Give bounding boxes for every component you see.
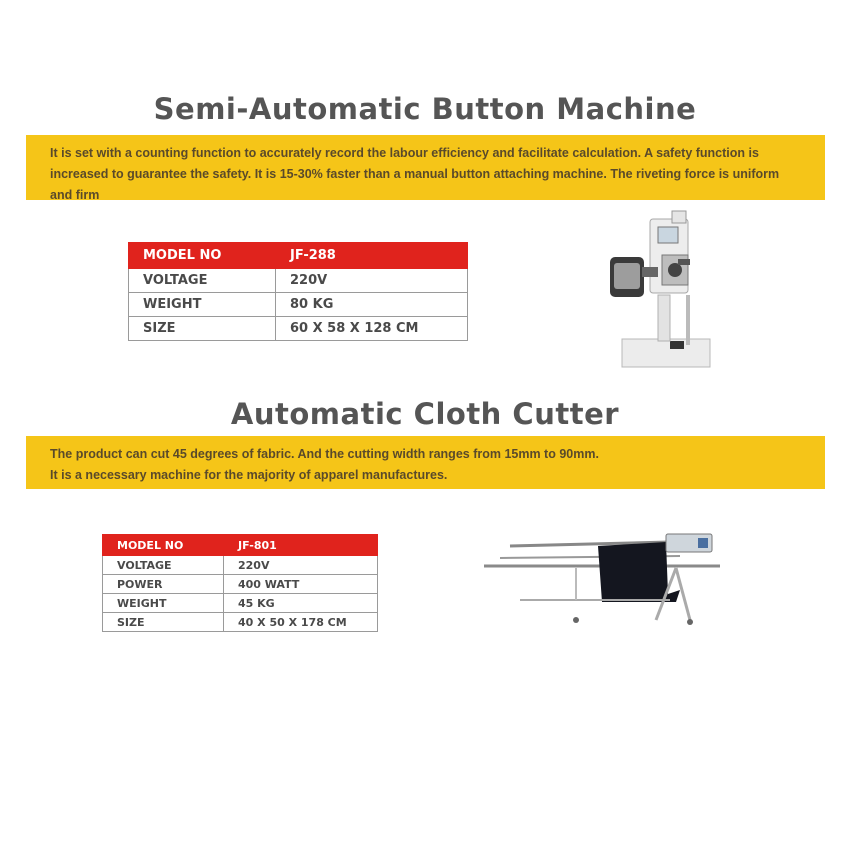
spec-value: 60 X 58 X 128 CM <box>276 317 468 341</box>
spec-row-weight <box>103 594 378 613</box>
spec-value: 220V <box>224 556 378 575</box>
button-machine-spec-table <box>128 242 468 341</box>
section2-title: Automatic Cloth Cutter <box>230 397 620 431</box>
spec-label: VOLTAGE <box>103 556 224 575</box>
button-machine-image <box>600 205 730 375</box>
spec-row-weight <box>129 293 468 317</box>
spec-label: SIZE <box>103 613 224 632</box>
cloth-cutter-image <box>480 528 740 628</box>
spec-value: 40 X 50 X 178 CM <box>224 613 378 632</box>
spec-label: WEIGHT <box>103 594 224 613</box>
spec-value: JF-288 <box>276 243 468 269</box>
spec-row-voltage <box>129 269 468 293</box>
spec-value: 400 WATT <box>224 575 378 594</box>
section2-description-line2: It is a necessary machine for the majority of apparel manufactures. <box>50 468 448 482</box>
section2-description-line1: The product can cut 45 degrees of fabric. And the cutting width ranges from 15mm to 90mm. <box>50 447 599 461</box>
spec-label: POWER <box>103 575 224 594</box>
spec-row-size <box>103 613 378 632</box>
spec-label: VOLTAGE <box>129 269 276 293</box>
section2-description-band <box>26 436 825 489</box>
cloth-cutter-spec-table <box>102 534 378 632</box>
spec-row-model <box>129 243 468 269</box>
spec-row-size <box>129 317 468 341</box>
spec-value: JF-801 <box>224 535 378 556</box>
spec-row-power <box>103 575 378 594</box>
spec-label: SIZE <box>129 317 276 341</box>
spec-label: MODEL NO <box>129 243 276 269</box>
section1-title: Semi-Automatic Button Machine <box>153 92 697 126</box>
spec-value: 220V <box>276 269 468 293</box>
spec-label: MODEL NO <box>103 535 224 556</box>
spec-value: 80 KG <box>276 293 468 317</box>
spec-label: WEIGHT <box>129 293 276 317</box>
spec-row-model <box>103 535 378 556</box>
section1-description-band <box>26 135 825 200</box>
spec-value: 45 KG <box>224 594 378 613</box>
section1-description: It is set with a counting function to accurately record the labour efficiency and facilitate calculation. A safety function is increased to guarantee the safety. It is 15-30% faster than a manual button attaching machine. The riveting force is uniform and firm <box>50 146 780 202</box>
spec-row-voltage <box>103 556 378 575</box>
